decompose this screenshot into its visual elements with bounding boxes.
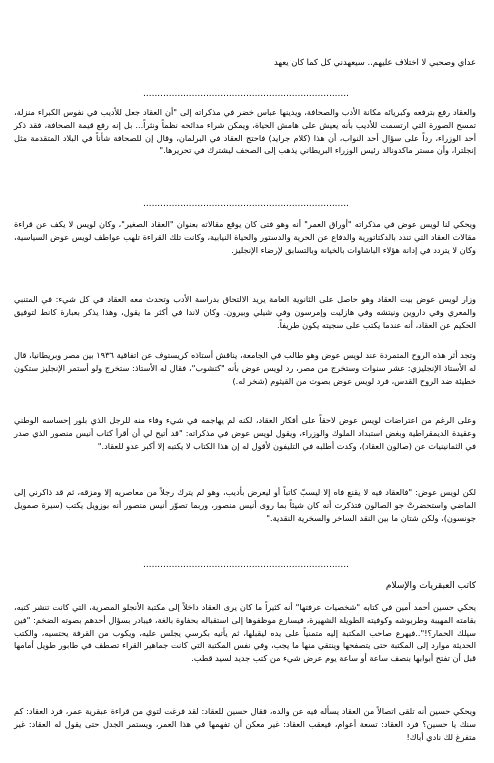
- separator-1: ........................................................................: [143, 89, 349, 99]
- separator-2: ........................................................................: [143, 199, 349, 209]
- section-heading: كاتب العبقريات والإسلام: [385, 581, 476, 591]
- paragraph-3: وزار لويس عوض بيت العقاد وهو حاصل على الثانوية العامة يريد الالتحاق بدراسة الأدب وتحدث معه العقاد في كل شيء: في المتنبي والمعري وفي داروين ونيتشه وفي هازليت وإمرسون وفي شيلي وبيرون. وكان لاندا في أكثر ما يقول، وهذا يذكر بعبارة كانط لتوفيق الحكيم عن العقاد، أنه عندما يكتب على سجيته يكون طريفاً.: [14, 294, 476, 330]
- paragraph-1: والعقاد رفع بترفعه وكبريائه مكانة الأدب والصحافة، ويدينها عباس خضر في مذكراته إلى "أن العقاد جعل للأديب في نفوس الكبراء منزلة، تمسح الصورة التي ارتسمت للأديب بأنه يعيش على هامش الحياة، ويمكن شراء مدائحه نظماً ونثراً... بل إنه رفع قيمة الصحافة، فقد ذكر أحد الوزراء، رداً على سؤال أحد النواب، أن هذا (كلام جرايد) فاحتج العقاد في البرلمان، وقال إن للصحافة شأناً في البلاد المتقدمة مثل إنجلترا، وأن مستر ماكدونالد رئيس الوزراء البريطاني يذهب إلى الصحف ليشترك في تحريرها.": [14, 107, 476, 156]
- paragraph-5: وعلى الرغم من اعتراضات لويس عوض لاحقاً على أفكار العقاد، لكنه لم يهاجمه في شيء وفاء منه للرجل الذي بلور إحساسه الوطني وعقيدة الديمقراطية وبغض استبداد الملوك والوزراء، ويقول لويس عوض في مذكراته: "قد أتيح لي أن أقرأ كتاب أنيس منصور الذي صدر في الثمانينيات عن (صالون العقاد)، وكدت أطلبه في التليفون لأقول له إن هذا الكتاب لا يكتبه إلا أكبر عدو للعقاد.": [14, 415, 476, 451]
- paragraph-2: ويحكي لنا لويس عوض في مذكراته "أوراق العمر" أنه وهو فتى كان يوقع مقالاته بعنوان "العقاد الصغير"، وكان لويس لا يكف عن قراءة مقالات العقاد التي تندد بالدكتاتورية والدفاع عن الحرية والدستور والحياة النيابية، وكانت تلك القراءة تلهب عواطف لويس عوض السياسية، وكان لا يتردد في إدانة هؤلاء الباشاوات بالخيانة وبالتسابق لإرضاء الإنجليز.: [14, 219, 476, 255]
- separator-3: ........................................................................: [143, 560, 349, 570]
- verse-line: عداي وصحبي لا اختلاف عليهم.. سيعهدني كل كما كان يعهد: [273, 57, 476, 67]
- paragraph-4: وتجد أثر هذه الروح المتمردة عند لويس عوض وهو طالب في الجامعة، يناقش أستاذه كريستوف عن اتفاقية ١٩٣٦ بين مصر وبريطانيا، قال له الأستاذ الإنجليزي: عشر سنوات وستخرج من مصر، رد لويس عوض بأنه "كتشوب"، فقال له الأستاذ: ستخرج ولو أستمر الإنجليز ستكون خطيئة ضد الروح القدس، فرد لويس عوض بصوت من القيثوم (شخر له.): [14, 350, 476, 386]
- paragraph-7: يحكي حسين أحمد أمين في كتابه "شخصيات عرفتها" أنه كثيراً ما كان يرى العقاد داخلاً إلى مكتبة الأنجلو المصرية، التي كانت تنشر كتبه، بقامته المهيبة وطربوشه وكوفيته الطويلة الشهيرة، فيسارع موظفوها إلى استقباله بحفاوة بالغة، فيبادر بسؤال أحدهم بصوته الضخم: "فين سيلك الحمار؟!"..فيهرع صاحب المكتبة إليه متمنياً على يده ليقبلها، ثم يأتيه بكرسي يجلس عليه، ويكوب من القرفة يحتسيه، والكتب الحديثة موارد إلى المكتبة حتى يتصفحها وينتقي منها ما يجب، وفي نفس المكتبة التي كانت جماهير القراء تصطف في طابور طويل أمامها قبل أن تفتح أبوابها بنصف ساعة أو ساعة يوم عرض شيء من كتب جديد لسيد قطب.: [14, 602, 476, 664]
- paragraph-6: لكن لويس عوض: "فالعقاد فيه لا يقنع فاه إلا ليسبّ كاتباً أو ليعرض بأديب، وهو لم يترك رجلاً من معاصريه إلا ومزقه، ثم قد ذاكرني إلى الماضي واستحضرتْ جو الصالون فتذكرت أنه كان شيئاً بما روى أنيس منصور، وربما تصوّر أنيس منصور أنه بوزويل يكتب (سيرة صمويل جونسون)، ولكن شتان ما بين النقد الساخر والسخرية النقدية.": [14, 487, 476, 523]
- paragraph-8: ويحكي حسين أنه تلقى اتصالاً من العقاد يسأله فيه عن والده، فقال حسين للعقاد: لقد فرغت لتوي من قراءة عبقرية عمر، فرد العقاد: كم سنك يا حسين؟ فرد العقاد: تسعة أعوام، فيعقب العقاد: غير معكن أن تفهمها في هذا العمر، ويستمر الجدل حتى يقول له العقاد: غير متفرغ لك نادي أباك!: [14, 706, 476, 742]
